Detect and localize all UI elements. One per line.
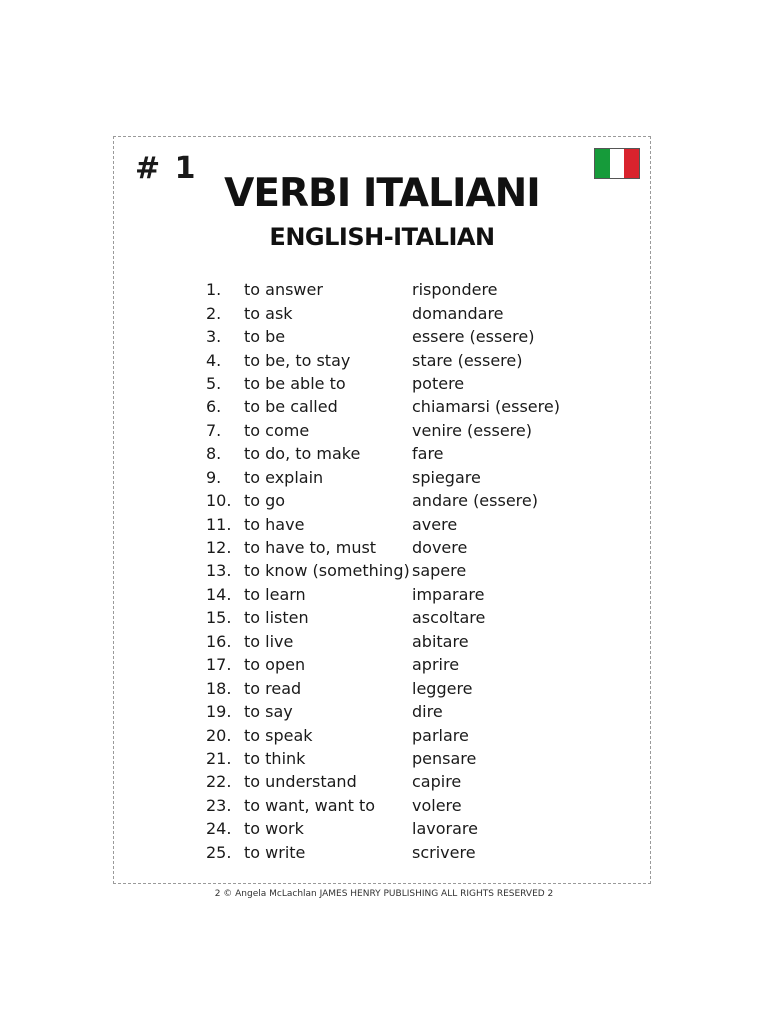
copyright-footer: 2 © Angela McLachlan JAMES HENRY PUBLISHING ALL RIGHTS RESERVED 2 bbox=[214, 889, 554, 899]
verb-number: 5. bbox=[206, 373, 222, 393]
verb-row bbox=[206, 794, 560, 817]
verb-english: to write bbox=[244, 842, 306, 862]
verb-italian: sapere bbox=[412, 561, 467, 581]
verb-number: 6. bbox=[206, 397, 222, 417]
verb-italian: dovere bbox=[412, 538, 468, 558]
verb-row bbox=[206, 559, 560, 582]
verb-number: 15. bbox=[206, 608, 232, 628]
verb-number: 8. bbox=[206, 444, 222, 464]
verb-english: to know (something) bbox=[244, 561, 410, 581]
verb-row bbox=[206, 466, 560, 489]
verb-english: to read bbox=[244, 678, 302, 698]
verb-italian: andare (essere) bbox=[412, 491, 538, 511]
verb-italian: domandare bbox=[412, 303, 504, 323]
verb-english: to come bbox=[244, 420, 310, 440]
verb-number: 10. bbox=[206, 491, 232, 511]
verb-italian: scrivere bbox=[412, 842, 476, 862]
verb-number: 18. bbox=[206, 678, 232, 698]
worksheet-card bbox=[113, 136, 651, 884]
verb-row bbox=[206, 348, 560, 371]
verb-number: 22. bbox=[206, 772, 232, 792]
verb-italian: fare bbox=[412, 444, 444, 464]
verb-number: 21. bbox=[206, 748, 232, 768]
verb-number: 12. bbox=[206, 538, 232, 558]
verb-english: to have bbox=[244, 514, 305, 534]
verb-italian: pensare bbox=[412, 748, 477, 768]
verb-row bbox=[206, 372, 560, 395]
verb-row bbox=[206, 512, 560, 535]
verb-italian: potere bbox=[412, 373, 465, 393]
verb-italian: volere bbox=[412, 795, 462, 815]
verb-english: to go bbox=[244, 491, 286, 511]
page-number: # 1 bbox=[135, 151, 198, 186]
page-subtitle: ENGLISH-ITALIAN bbox=[269, 223, 495, 251]
verb-english: to answer bbox=[244, 280, 323, 300]
verb-number: 14. bbox=[206, 584, 232, 604]
verb-italian: capire bbox=[412, 772, 462, 792]
verb-row bbox=[206, 676, 560, 699]
verb-english: to live bbox=[244, 631, 294, 651]
verb-row bbox=[206, 536, 560, 559]
verb-english: to explain bbox=[244, 467, 324, 487]
verb-number: 24. bbox=[206, 819, 232, 839]
verb-row bbox=[206, 700, 560, 723]
verb-number: 11. bbox=[206, 514, 232, 534]
verb-number: 19. bbox=[206, 702, 232, 722]
verb-italian: aprire bbox=[412, 655, 460, 675]
verb-row bbox=[206, 419, 560, 442]
verb-italian: imparare bbox=[412, 584, 485, 604]
verb-number: 20. bbox=[206, 725, 232, 745]
verb-italian: venire (essere) bbox=[412, 420, 532, 440]
verb-number: 2. bbox=[206, 303, 222, 323]
page-title: VERBI ITALIANI bbox=[224, 171, 540, 216]
verb-row bbox=[206, 723, 560, 746]
verb-number: 16. bbox=[206, 631, 232, 651]
verb-row bbox=[206, 301, 560, 324]
verb-italian: chiamarsi (essere) bbox=[412, 397, 560, 417]
verb-english: to be bbox=[244, 327, 286, 347]
verb-english: to have to, must bbox=[244, 538, 377, 558]
verb-italian: lavorare bbox=[412, 819, 478, 839]
verb-italian: parlare bbox=[412, 725, 469, 745]
verb-row bbox=[206, 442, 560, 465]
verb-english: to understand bbox=[244, 772, 357, 792]
verb-english: to be able to bbox=[244, 373, 346, 393]
verb-italian: abitare bbox=[412, 631, 469, 651]
verb-row bbox=[206, 817, 560, 840]
verb-row bbox=[206, 653, 560, 676]
verb-italian: avere bbox=[412, 514, 458, 534]
verb-row bbox=[206, 489, 560, 512]
verb-english: to learn bbox=[244, 584, 306, 604]
verb-row bbox=[206, 278, 560, 301]
verb-italian: rispondere bbox=[412, 280, 498, 300]
verb-number: 13. bbox=[206, 561, 232, 581]
verb-english: to work bbox=[244, 819, 304, 839]
verb-number: 9. bbox=[206, 467, 222, 487]
verb-english: to think bbox=[244, 748, 306, 768]
verb-row bbox=[206, 325, 560, 348]
verb-number: 4. bbox=[206, 350, 222, 370]
verb-english: to listen bbox=[244, 608, 309, 628]
verb-english: to ask bbox=[244, 303, 293, 323]
verb-row bbox=[206, 747, 560, 770]
verb-number: 23. bbox=[206, 795, 232, 815]
verb-number: 3. bbox=[206, 327, 222, 347]
verb-italian: essere (essere) bbox=[412, 327, 535, 347]
verb-number: 7. bbox=[206, 420, 222, 440]
verb-english: to say bbox=[244, 702, 293, 722]
verb-number: 1. bbox=[206, 280, 222, 300]
verb-row bbox=[206, 606, 560, 629]
verb-english: to open bbox=[244, 655, 306, 675]
verb-english: to do, to make bbox=[244, 444, 361, 464]
verb-italian: spiegare bbox=[412, 467, 481, 487]
verb-english: to want, want to bbox=[244, 795, 376, 815]
verb-number: 17. bbox=[206, 655, 232, 675]
verb-row bbox=[206, 630, 560, 653]
verb-english: to be, to stay bbox=[244, 350, 351, 370]
verb-english: to be called bbox=[244, 397, 338, 417]
verb-row bbox=[206, 395, 560, 418]
verb-italian: dire bbox=[412, 702, 443, 722]
verb-italian: stare (essere) bbox=[412, 350, 523, 370]
verb-row bbox=[206, 841, 560, 864]
verb-italian: ascoltare bbox=[412, 608, 486, 628]
verb-row bbox=[206, 583, 560, 606]
verb-italian: leggere bbox=[412, 678, 473, 698]
verb-list bbox=[206, 278, 560, 864]
verb-english: to speak bbox=[244, 725, 313, 745]
verb-number: 25. bbox=[206, 842, 232, 862]
verb-row bbox=[206, 770, 560, 793]
